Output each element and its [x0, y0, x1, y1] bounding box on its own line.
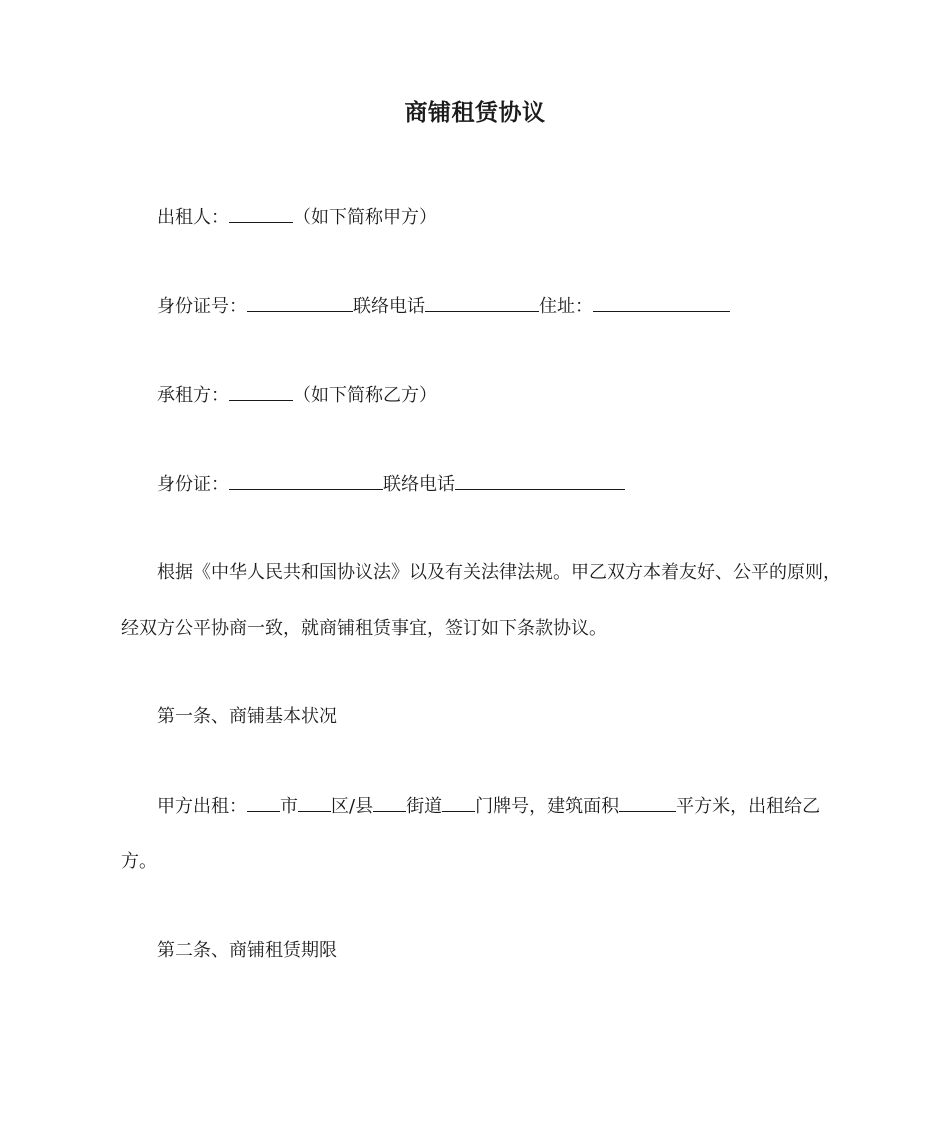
lessee-line [157, 380, 877, 411]
lessee-phone-blank [455, 469, 625, 490]
lessee-suffix: （如下简称乙方） [293, 385, 437, 406]
lessee-id-blank [229, 469, 383, 490]
lessor-address-label: 住址： [539, 296, 593, 317]
document-title: 商铺租赁协议 [404, 100, 546, 126]
area-blank [619, 791, 676, 812]
district-blank [298, 791, 331, 812]
lessee-name-blank [229, 380, 293, 401]
city-blank [247, 791, 280, 812]
lessor-label: 出租人： [157, 207, 229, 228]
lessor-name-blank [229, 202, 293, 223]
lessor-suffix: （如下简称甲方） [293, 207, 437, 228]
lessor-phone-blank [425, 291, 539, 312]
lessee-id-label: 身份证： [157, 474, 229, 495]
district-label: 区/县 [331, 796, 374, 817]
article2-heading: 第二条、商铺租赁期限 [157, 940, 337, 961]
article1-heading: 第一条、商铺基本状况 [157, 706, 337, 727]
door-number-blank [442, 791, 475, 812]
lessee-phone-label: 联络电话 [383, 474, 455, 495]
street-blank [373, 791, 406, 812]
door-area-label: 门牌号，建筑面积 [475, 796, 620, 817]
city-label: 市 [280, 796, 298, 817]
lessor-address-blank [593, 291, 730, 312]
lessor-id-line [157, 291, 877, 322]
street-label: 街道 [406, 796, 443, 817]
article1-prefix: 甲方出租： [157, 796, 247, 817]
preamble-line-1: 根据《中华人民共和国协议法》以及有关法律法规。甲乙双方本着友好、公平的原则， [157, 562, 841, 583]
lessor-id-blank [247, 291, 353, 312]
lessor-id-label: 身份证号： [157, 296, 247, 317]
lessee-id-line [157, 469, 877, 500]
area-unit-label: 平方米，出租给乙 [676, 796, 821, 817]
lessor-line [157, 202, 877, 233]
article1-body-line [157, 791, 877, 822]
preamble-line-2: 经双方公平协商一致，就商铺租赁事宜，签订如下条款协议。 [121, 618, 607, 639]
lessee-label: 承租方： [157, 385, 229, 406]
lessor-phone-label: 联络电话 [353, 296, 425, 317]
article1-continuation: 方。 [121, 851, 157, 872]
